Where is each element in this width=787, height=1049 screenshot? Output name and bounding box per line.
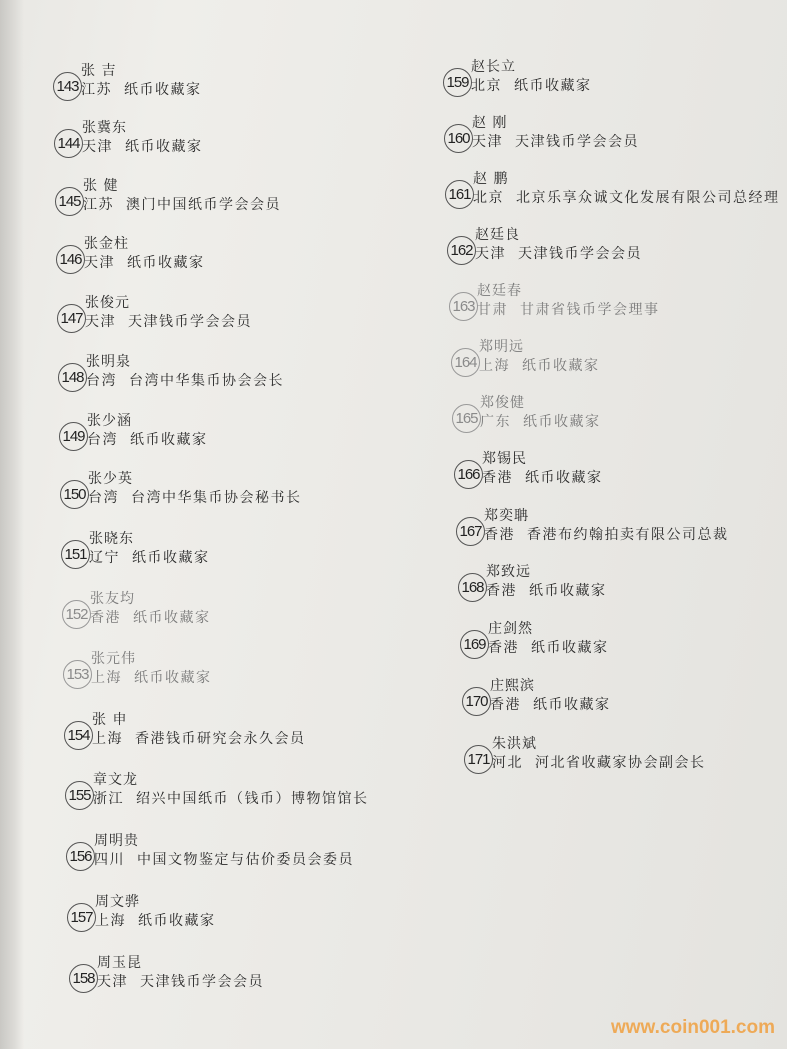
entry-number: 153 [63,660,92,689]
entry-region: 江苏 [81,82,112,98]
entry-title: 纸币收藏家 [124,82,202,98]
entry-name: 郑奕聃 [484,508,529,524]
entry-region: 浙江 [93,791,124,807]
entry-title: 绍兴中国纸币（钱币）博物馆馆长 [136,791,369,807]
entry-region: 四川 [94,852,125,868]
entry-name: 郑明远 [479,339,524,355]
entry-title: 纸币收藏家 [523,414,601,430]
entry-region: 上海 [479,358,510,374]
entry-name: 庄熙滨 [490,678,535,694]
entry-name: 张金柱 [84,236,129,252]
entry-number: 144 [54,129,83,158]
entry-title: 纸币收藏家 [134,670,212,686]
entry-info [488,638,609,658]
entry-info [473,188,780,208]
entry-region: 香港 [90,610,121,626]
entry-name: 张友均 [90,591,135,607]
entry-info [482,468,603,488]
entry-info [91,668,212,688]
entry-info [87,430,208,450]
entry-title: 台湾中华集币协会秘书长 [131,490,302,506]
entry-region: 上海 [91,670,122,686]
entry-info [84,253,205,273]
entry-number: 164 [451,348,480,377]
entry-info [83,195,281,215]
entry-name: 张 吉 [81,63,117,79]
entry-name: 庄剑然 [488,621,533,637]
entry-number: 167 [456,517,485,546]
entry-title: 香港布约翰拍卖有限公司总裁 [527,527,729,543]
entry-region: 甘肃 [477,302,508,318]
entry-region: 北京 [471,78,502,94]
entry-title: 河北省收藏家协会副会长 [535,755,706,771]
entry-title: 北京乐享众诚文化发展有限公司总经理 [516,190,780,206]
entry-region: 台湾 [86,373,117,389]
entry-name: 张俊元 [85,295,130,311]
entry-title: 中国文物鉴定与估价委员会委员 [137,852,354,868]
entry-info [490,695,611,715]
entry-info [477,300,660,320]
entry-region: 江苏 [83,197,114,213]
entry-region: 上海 [95,913,126,929]
entry-name: 赵 刚 [472,115,508,131]
entry-name: 周玉昆 [97,955,142,971]
entry-number: 158 [69,964,98,993]
entry-info [92,729,306,749]
entry-title: 甘肃省钱币学会理事 [520,302,660,318]
entry-number: 155 [65,781,94,810]
entry-info [95,911,216,931]
entry-name: 赵廷良 [475,227,520,243]
entry-region: 天津 [472,134,503,150]
entry-region: 广东 [480,414,511,430]
entry-number: 152 [62,600,91,629]
entry-number: 148 [58,363,87,392]
entry-region: 香港 [486,583,517,599]
entry-number: 149 [59,422,88,451]
entry-info [486,581,607,601]
entry-number: 162 [447,236,476,265]
entry-info [94,850,354,870]
entry-number: 166 [454,460,483,489]
entry-region: 天津 [97,974,128,990]
entry-name: 章文龙 [93,772,138,788]
entry-name: 朱洪斌 [492,736,537,752]
entry-title: 纸币收藏家 [525,470,603,486]
entry-name: 周明贵 [94,833,139,849]
entry-info [484,525,729,545]
entry-info [89,548,210,568]
entry-number: 163 [449,292,478,321]
entry-number: 156 [66,842,95,871]
entry-name: 张 健 [83,178,119,194]
entry-info [90,608,211,628]
entry-title: 纸币收藏家 [514,78,592,94]
entry-info [81,80,202,100]
entry-name: 郑致远 [486,564,531,580]
entry-region: 上海 [92,731,123,747]
entry-region: 天津 [82,139,113,155]
entry-region: 香港 [490,697,521,713]
entry-number: 146 [56,245,85,274]
entry-title: 纸币收藏家 [132,550,210,566]
entry-number: 157 [67,903,96,932]
entry-region: 香港 [482,470,513,486]
entry-region: 天津 [84,255,115,271]
entry-name: 赵廷春 [477,283,522,299]
entry-title: 纸币收藏家 [133,610,211,626]
entry-title: 纸币收藏家 [533,697,611,713]
entry-region: 北京 [473,190,504,206]
entry-number: 143 [53,72,82,101]
entry-name: 郑俊健 [480,395,525,411]
entry-number: 154 [64,721,93,750]
entry-title: 纸币收藏家 [138,913,216,929]
entry-info [97,972,264,992]
entry-info [480,412,601,432]
entry-region: 天津 [85,314,116,330]
entry-number: 159 [443,68,472,97]
entry-info [82,137,203,157]
entry-name: 张少涵 [87,413,132,429]
entry-number: 147 [57,304,86,333]
entry-number: 160 [444,124,473,153]
entry-region: 台湾 [87,432,118,448]
entry-name: 张元伟 [91,651,136,667]
entry-info [492,753,706,773]
entry-number: 170 [462,687,491,716]
book-gutter [0,0,24,1049]
entry-info [85,312,252,332]
entry-info [88,488,302,508]
entry-info [93,789,369,809]
entry-name: 张晓东 [89,531,134,547]
entry-name: 周文骅 [95,894,140,910]
entry-name: 赵长立 [471,59,516,75]
entry-title: 台湾中华集币协会会长 [129,373,284,389]
entry-title: 天津钱币学会会员 [140,974,264,990]
entry-info [475,244,642,264]
site-watermark: www.coin001.com [610,1017,775,1038]
entry-region: 河北 [492,755,523,771]
entry-number: 161 [445,180,474,209]
entry-number: 169 [460,630,489,659]
entry-number: 151 [61,540,90,569]
entry-name: 张明泉 [86,354,131,370]
entry-title: 纸币收藏家 [522,358,600,374]
entry-name: 赵 鹏 [473,171,509,187]
entry-title: 纸币收藏家 [130,432,208,448]
entry-title: 纸币收藏家 [529,583,607,599]
entry-name: 郑锡民 [482,451,527,467]
entry-number: 145 [55,187,84,216]
entry-name: 张冀东 [82,120,127,136]
entry-number: 165 [452,404,481,433]
entry-region: 香港 [484,527,515,543]
entry-region: 台湾 [88,490,119,506]
entry-info [86,371,284,391]
entry-info [479,356,600,376]
entry-title: 纸币收藏家 [125,139,203,155]
entry-title: 天津钱币学会会员 [518,246,642,262]
entry-region: 天津 [475,246,506,262]
entry-title: 澳门中国纸币学会会员 [126,197,281,213]
entry-number: 168 [458,573,487,602]
entry-title: 天津钱币学会会员 [128,314,252,330]
entry-title: 纸币收藏家 [531,640,609,656]
entry-info [472,132,639,152]
entry-name: 张 申 [92,712,128,728]
entry-title: 天津钱币学会会员 [515,134,639,150]
entry-title: 香港钱币研究会永久会员 [135,731,306,747]
entry-number: 150 [60,480,89,509]
entry-region: 辽宁 [89,550,120,566]
entry-name: 张少英 [88,471,133,487]
entry-number: 171 [464,745,493,774]
entry-info [471,76,592,96]
entry-region: 香港 [488,640,519,656]
entry-title: 纸币收藏家 [127,255,205,271]
